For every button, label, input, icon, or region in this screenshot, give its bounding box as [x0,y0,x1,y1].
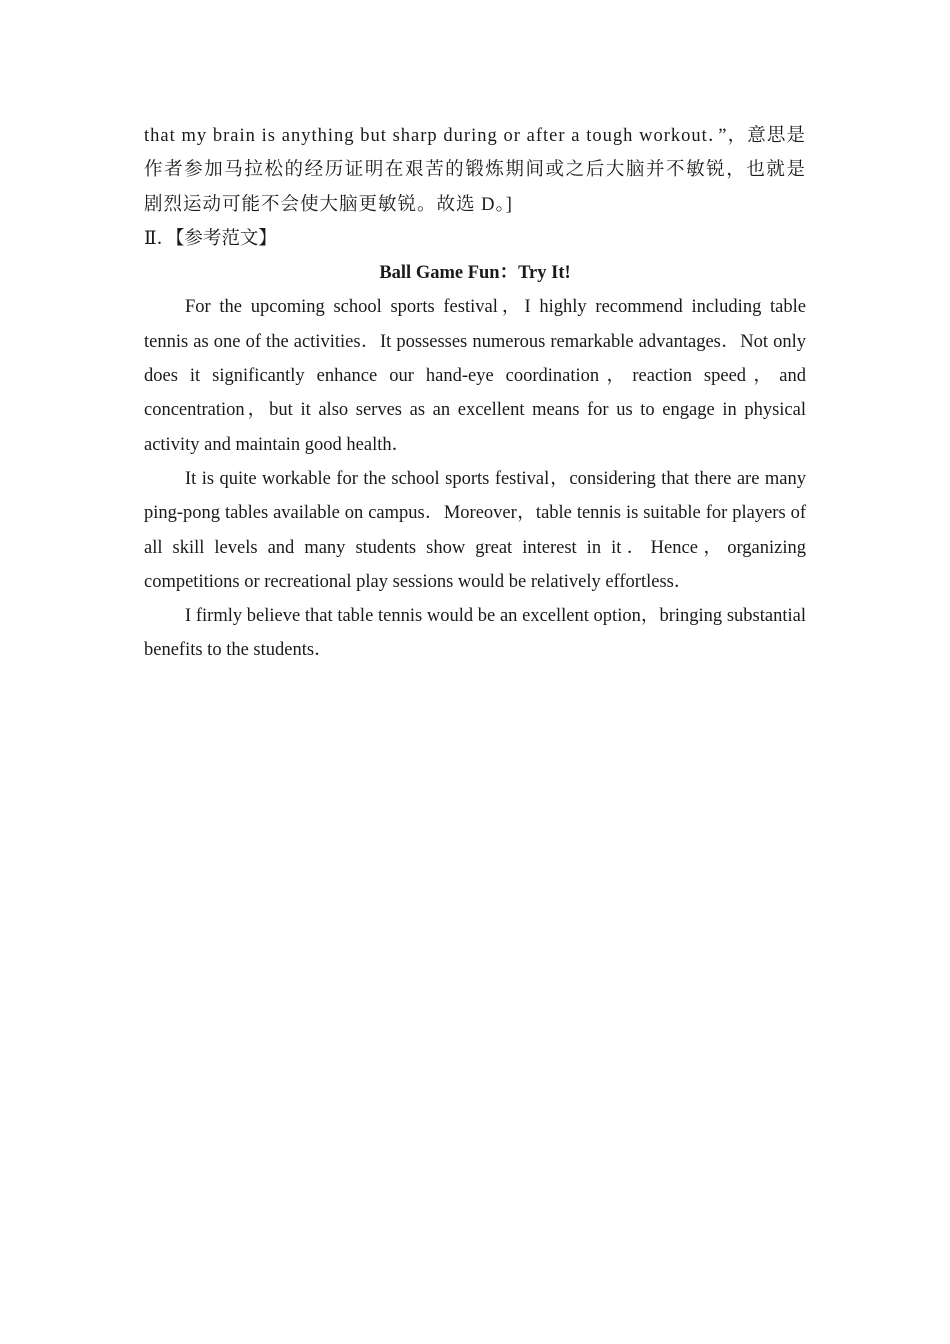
section-heading [144,222,806,256]
essay-paragraph-2: It is quite workable for the school sports festival，considering that there are many ping-pong tables available on campus．Moreover，table tennis is suitable for players of all skill levels and many students show great interest in it．Hence，organizing competitions or recreational play sessions would be relatively effortless． [144,468,806,592]
section-label: 【参考范文】 [175,228,277,249]
essay-paragraph-1: For the upcoming school sports festival，I highly recommend including table tennis as one of the activities．It possesses numerous remarkable advantages．Not only does it significantly enhance our hand-eye coordination，reaction speed，and concentration，but it also serves as an excellent means for us to engage in physical activity and maintain good health． [144,297,806,455]
explanation-text: that my brain is anything but sharp during or after a tough workout．”，意思是作者参加马拉松的经历证明在艰苦的锻炼期间或之后大脑并不敏锐，也就是剧烈运动可能不会使大脑更敏锐。故选 D。] [144,126,806,215]
essay-title: Ball Game Fun：Try It! [379,263,571,284]
document-page [144,119,806,668]
essay-paragraph-3: I firmly believe that table tennis would be an excellent option，bringing substantial benefits to the students． [144,606,806,661]
section-number: Ⅱ． [144,227,176,249]
